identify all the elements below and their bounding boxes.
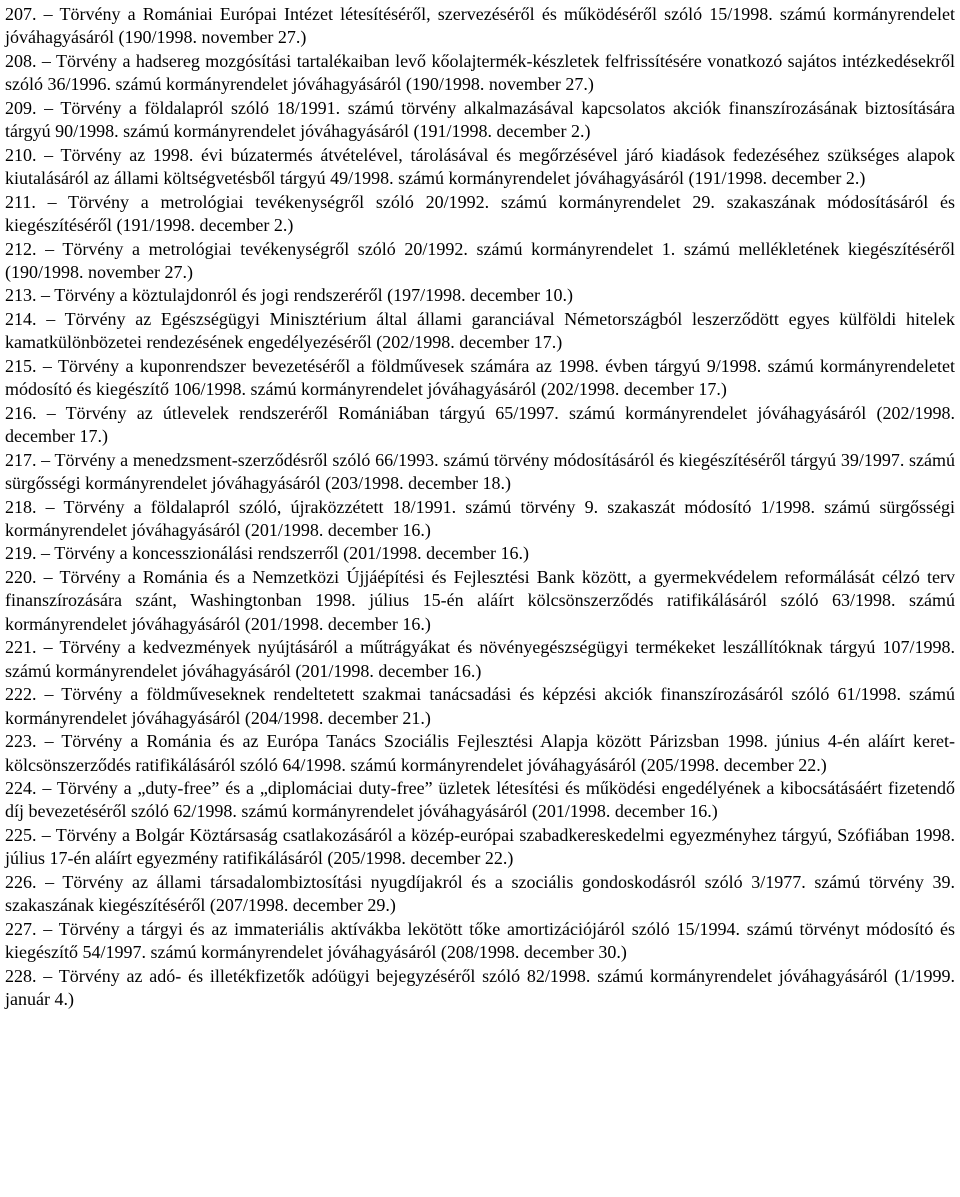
entry-text: Törvény a menedzsment-szerződésről szóló 66/1993. számú törvény módosításáról és kiegészítéséről tárgyú 39/1997. számú sürgősségi kormányrendelet jóváhagyásáról (203/1998. december 18.) xyxy=(5,449,955,494)
entry-number: 214. xyxy=(5,308,37,329)
entry-text: Törvény a kedvezmények nyújtásáról a műtrágyákat és növényegészségügyi termékeket leszállítóknak tárgyú 107/1998. számú kormányrendelet jóváhagyásáról (201/1998. december 16.) xyxy=(5,637,955,681)
entry-text: Törvény a kuponrendszer bevezetéséről a földművesek számára az 1998. évben tárgyú 9/1998. számú kormányrendeletet módosító és kiegészítő 106/1998. számú kormányrendelet jóváhagyásáról (202/1998. december 17.) xyxy=(5,355,955,400)
entry-text: Törvény az állami társadalombiztosítási nyugdíjakról és a szociális gondoskodásról szóló 3/1977. számú törvény 39. szakaszának kiegészítéséről (207/1998. december 29.) xyxy=(5,871,955,916)
entry-number: 216. xyxy=(5,402,37,423)
law-entry: 227. – Törvény a tárgyi és az immateriális aktívákba lekötött tőke amortizációjáról szóló 15/1994. számú törvényt módosító és kiegészítő 54/1997. számú kormányrendelet jóváhagyásáról (208/1998. december 30.) xyxy=(5,918,955,963)
entry-text: Törvény a földműveseknek rendeltetett szakmai tanácsadási és képzési akciók finanszírozásáról szóló 61/1998. számú kormányrendelet jóváhagyásáról (204/1998. december 21.) xyxy=(5,684,955,728)
law-entry: 217. – Törvény a menedzsment-szerződésről szóló 66/1993. számú törvény módosításáról és kiegészítéséről tárgyú 39/1997. számú sürgősségi kormányrendelet jóváhagyásáról (203/1998. december 18.) xyxy=(5,449,955,494)
entry-number: 218. xyxy=(5,496,37,517)
entry-number: 224. xyxy=(5,777,37,798)
entry-number: 213. xyxy=(5,285,37,306)
entry-text: Törvény a Románia és az Európa Tanács Szociális Fejlesztési Alapja között Párizsban 1998. június 4-én aláírt keret-kölcsönszerződés ratifikálásáról szóló 64/1998. számú kormányrendelet jóváhagyásáról (205/1998. december 22.) xyxy=(5,731,955,775)
law-entry: 207. – Törvény a Romániai Európai Intézet létesítéséről, szervezéséről és működéséről szóló 15/1998. számú kormányrendelet jóváhagyásáról (190/1998. november 27.) xyxy=(5,4,955,48)
law-entry: 208. – Törvény a hadsereg mozgósítási tartalékaiban levő kőolajtermék-készletek felfrissítésére vonatkozó sajátos intézkedésekről szóló 36/1996. számú kormányrendelet jóváhagyásáról (190/1998. november 27.) xyxy=(5,50,955,95)
law-entry: 224. – Törvény a „duty-free” és a „diplomáciai duty-free” üzletek létesítési és működési engedélyének a kibocsátásáért fizetendő díj bevezetéséről szóló 62/1998. számú kormányrendelet jóváhagyásáról (201/1998. december 16.) xyxy=(5,777,955,822)
entry-text: Törvény a földalapról szóló, újraközzétett 18/1991. számú törvény 9. szakaszát módosító 1/1998. számú sürgősségi kormányrendelet jóváhagyásáról (201/1998. december 16.) xyxy=(5,496,955,540)
law-entry: 214. – Törvény az Egészségügyi Minisztérium által állami garanciával Németországból leszerződött egyes külföldi hitelek kamatkülönbözetei rendezésének engedélyezéséről (202/1998. december 17.) xyxy=(5,308,955,353)
entry-text: Törvény az Egészségügyi Minisztérium által állami garanciával Németországból leszerződött egyes külföldi hitelek kamatkülönbözetei rendezésének engedélyezéséről (202/1998. december 17.) xyxy=(5,308,955,353)
entry-number: 227. xyxy=(5,918,37,939)
law-entry: 222. – Törvény a földműveseknek rendeltetett szakmai tanácsadási és képzési akciók finanszírozásáról szóló 61/1998. számú kormányrendelet jóváhagyásáról (204/1998. december 21.) xyxy=(5,684,955,728)
entry-text: Törvény a tárgyi és az immateriális aktívákba lekötött tőke amortizációjáról szóló 15/1994. számú törvényt módosító és kiegészítő 54/1997. számú kormányrendelet jóváhagyásáról (208/1998. december 30.) xyxy=(5,918,955,963)
entry-text: Törvény a koncesszionálási rendszerről (201/1998. december 16.) xyxy=(54,543,530,564)
law-entry: 213. – Törvény a köztulajdonról és jogi rendszeréről (197/1998. december 10.) xyxy=(5,285,574,306)
entry-text: Törvény a Romániai Európai Intézet létesítéséről, szervezéséről és működéséről szóló 15/1998. számú kormányrendelet jóváhagyásáról (190/1998. november 27.) xyxy=(5,4,955,48)
entry-text: Törvény a földalapról szóló 18/1991. számú törvény alkalmazásával kapcsolatos akciók finanszírozásának biztosítására tárgyú 90/1998. számú kormányrendelet jóváhagyásáról (191/1998. december 2.) xyxy=(5,97,955,142)
law-entry: 210. – Törvény az 1998. évi búzatermés átvételével, tárolásával és megőrzésével járó kiadások fedezéséhez szükséges alapok kiutalásáról az állami költségvetésből tárgyú 49/1998. számú kormányrendelet jóváhagyásáról (191/1998. december 2.) xyxy=(5,144,955,189)
law-entry: 220. – Törvény a Románia és a Nemzetközi Újjáépítési és Fejlesztési Bank között, a gyermekvédelem reformálását célzó terv finanszírozására szánt, Washingtonban 1998. július 15-én aláírt kölcsönszerződés ratifikálásáról szóló 63/1998. számú kormányrendelet jóváhagyásáról (201/1998. december 16.) xyxy=(5,566,955,634)
entry-number: 217. xyxy=(5,449,37,470)
law-entry: 211. – Törvény a metrológiai tevékenységről szóló 20/1992. számú kormányrendelet 29. szakaszának módosításáról és kiegészítéséről (191/1998. december 2.) xyxy=(5,191,955,236)
law-entry: 221. – Törvény a kedvezmények nyújtásáról a műtrágyákat és növényegészségügyi termékeket leszállítóknak tárgyú 107/1998. számú kormányrendelet jóváhagyásáról (201/1998. december 16.) xyxy=(5,637,955,681)
entry-text: Törvény a Bolgár Köztársaság csatlakozásáról a közép-európai szabadkereskedelmi egyezményhez tárgyú, Szófiában 1998. július 17-én aláírt egyezmény ratifikálásáról (205/1998. december 22.) xyxy=(5,824,955,869)
entry-number: 208. xyxy=(5,50,37,71)
law-entry: 218. – Törvény a földalapról szóló, újraközzétett 18/1991. számú törvény 9. szakaszát módosító 1/1998. számú sürgősségi kormányrendelet jóváhagyásáról (201/1998. december 16.) xyxy=(5,496,955,540)
law-entry: 225. – Törvény a Bolgár Köztársaság csatlakozásáról a közép-európai szabadkereskedelmi egyezményhez tárgyú, Szófiában 1998. július 17-én aláírt egyezmény ratifikálásáról (205/1998. december 22.) xyxy=(5,824,955,869)
entry-number: 226. xyxy=(5,871,37,892)
entry-number: 228. xyxy=(5,965,37,986)
law-entry: 216. – Törvény az útlevelek rendszeréről Romániában tárgyú 65/1997. számú kormányrendelet jóváhagyásáról (202/1998. december 17.) xyxy=(5,402,955,447)
entry-text: Törvény a metrológiai tevékenységről szóló 20/1992. számú kormányrendelet 1. számú mellékletének kiegészítéséről (190/1998. november 27.) xyxy=(5,238,955,282)
law-entry: 212. – Törvény a metrológiai tevékenységről szóló 20/1992. számú kormányrendelet 1. számú mellékletének kiegészítéséről (190/1998. november 27.) xyxy=(5,238,955,282)
entry-text: Törvény a hadsereg mozgósítási tartalékaiban levő kőolajtermék-készletek felfrissítésére vonatkozó sajátos intézkedésekről szóló 36/1996. számú kormányrendelet jóváhagyásáról (190/1998. november 27.) xyxy=(5,50,955,95)
entry-number: 219. xyxy=(5,543,37,564)
entry-number: 223. xyxy=(5,731,37,752)
law-entry: 223. – Törvény a Románia és az Európa Tanács Szociális Fejlesztési Alapja között Párizsban 1998. június 4-én aláírt keret-kölcsönszerződés ratifikálásáról szóló 64/1998. számú kormányrendelet jóváhagyásáról (205/1998. december 22.) xyxy=(5,731,955,775)
entry-number: 207. xyxy=(5,4,37,24)
entry-number: 212. xyxy=(5,238,37,259)
entry-number: 222. xyxy=(5,684,37,705)
entry-number: 221. xyxy=(5,637,37,658)
law-entry: 228. – Törvény az adó- és illetékfizetők adóügyi bejegyzéséről szóló 82/1998. számú kormányrendelet jóváhagyásáról (1/1999. január 4.) xyxy=(5,965,955,1010)
law-entry: 209. – Törvény a földalapról szóló 18/1991. számú törvény alkalmazásával kapcsolatos akciók finanszírozásának biztosítására tárgyú 90/1998. számú kormányrendelet jóváhagyásáról (191/1998. december 2.) xyxy=(5,97,955,142)
entry-text: Törvény az útlevelek rendszeréről Romániában tárgyú 65/1997. számú kormányrendelet jóváhagyásáról (202/1998. december 17.) xyxy=(5,402,955,447)
law-list xyxy=(5,3,955,1011)
entry-text: Törvény az 1998. évi búzatermés átvételével, tárolásával és megőrzésével járó kiadások fedezéséhez szükséges alapok kiutalásáról az állami költségvetésből tárgyú 49/1998. számú kormányrendelet jóváhagyásáról (191/1998. december 2.) xyxy=(5,144,955,189)
entry-number: 210. xyxy=(5,144,37,165)
entry-text: Törvény a Románia és a Nemzetközi Újjáépítési és Fejlesztési Bank között, a gyermekvédelem reformálását célzó terv finanszírozására szánt, Washingtonban 1998. július 15-én aláírt kölcsönszerződés ratifikálásáról szóló 63/1998. számú kormányrendelet jóváhagyásáról (201/1998. december 16.) xyxy=(5,566,955,634)
entry-text: Törvény az adó- és illetékfizetők adóügyi bejegyzéséről szóló 82/1998. számú kormányrendelet jóváhagyásáról (1/1999. január 4.) xyxy=(5,965,955,1010)
entry-number: 209. xyxy=(5,97,37,118)
entry-number: 215. xyxy=(5,355,37,376)
entry-number: 211. xyxy=(5,191,36,212)
law-entry: 215. – Törvény a kuponrendszer bevezetéséről a földművesek számára az 1998. évben tárgyú 9/1998. számú kormányrendeletet módosító és kiegészítő 106/1998. számú kormányrendelet jóváhagyásáról (202/1998. december 17.) xyxy=(5,355,955,400)
law-entry: 226. – Törvény az állami társadalombiztosítási nyugdíjakról és a szociális gondoskodásról szóló 3/1977. számú törvény 39. szakaszának kiegészítéséről (207/1998. december 29.) xyxy=(5,871,955,916)
entry-number: 225. xyxy=(5,824,37,845)
entry-text: Törvény a „duty-free” és a „diplomáciai duty-free” üzletek létesítési és működési engedélyének a kibocsátásáért fizetendő díj bevezetéséről szóló 62/1998. számú kormányrendelet jóváhagyásáról (201/1998. december 16.) xyxy=(5,777,955,822)
entry-text: Törvény a metrológiai tevékenységről szóló 20/1992. számú kormányrendelet 29. szakaszának módosításáról és kiegészítéséről (191/1998. december 2.) xyxy=(5,191,955,236)
entry-text: Törvény a köztulajdonról és jogi rendszeréről (197/1998. december 10.) xyxy=(54,285,574,306)
entry-number: 220. xyxy=(5,566,37,587)
law-entry: 219. – Törvény a koncesszionálási rendszerről (201/1998. december 16.) xyxy=(5,543,530,564)
